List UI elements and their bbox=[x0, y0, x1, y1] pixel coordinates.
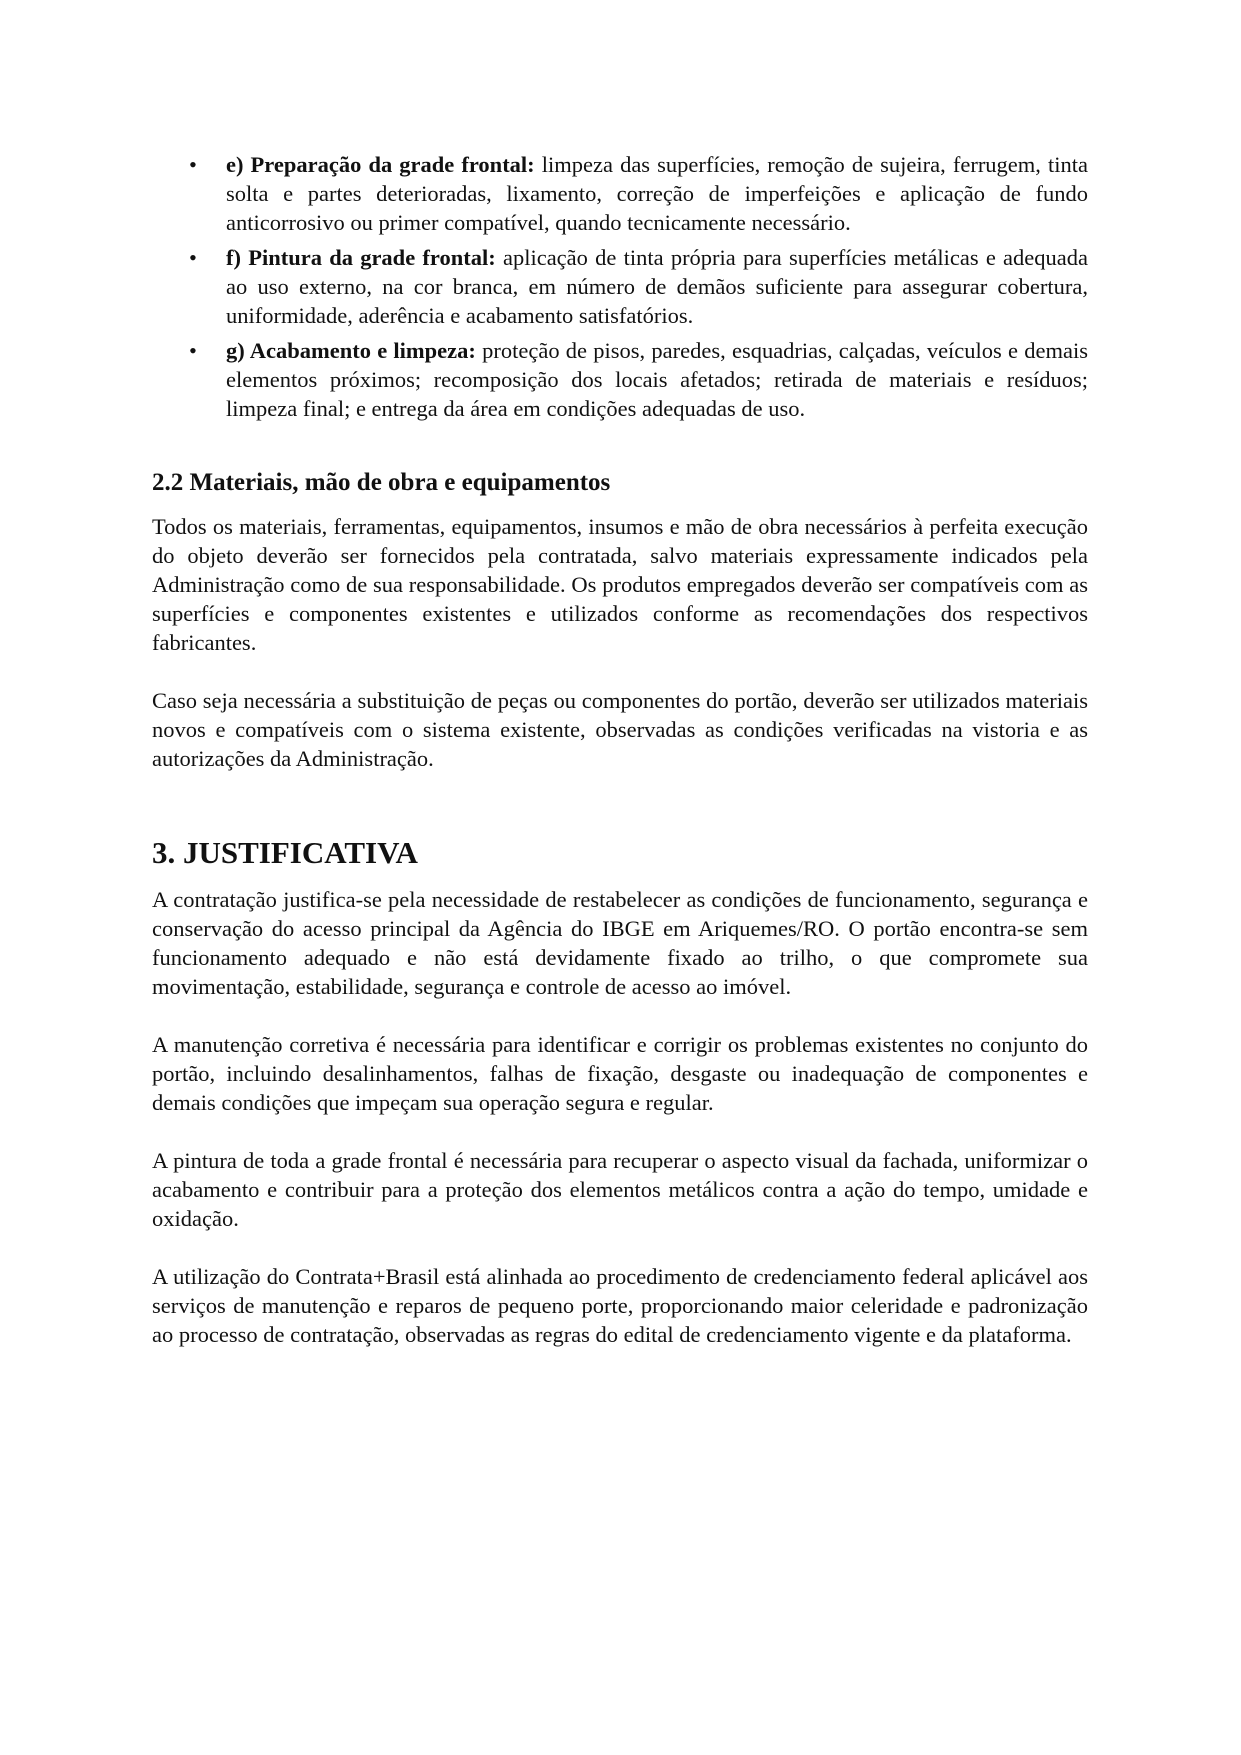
section-3-heading: 3. JUSTIFICATIVA bbox=[152, 835, 418, 870]
bullet-list bbox=[152, 150, 1088, 423]
document-page bbox=[152, 150, 1088, 1349]
section-3-paragraph-4: A utilização do Contrata+Brasil está alinhada ao procedimento de credenciamento federal aplicável aos serviços de manutenção e reparos de pequeno porte, proporcionando maior celeridade e padronização ao processo de contratação, observadas as regras do edital de credenciamento vigente e da plataforma. bbox=[152, 1264, 1088, 1347]
bullet-text: proteção de pisos, paredes, esquadrias, calçadas, veículos e demais elementos próximos; recomposição dos locais afetados; retirada de materiais e resíduos; limpeza final; e entrega da área em condições adequadas de uso. bbox=[226, 338, 1088, 421]
bullet-text: limpeza das superfícies, remoção de sujeira, ferrugem, tinta solta e partes deterioradas, lixamento, correção de imperfeições e aplicação de fundo anticorrosivo ou primer compatível, quando tecnicamente necessário. bbox=[226, 152, 1088, 235]
section-2-2-heading: 2.2 Materiais, mão de obra e equipamentos bbox=[152, 469, 611, 496]
section-3-paragraph-2: A manutenção corretiva é necessária para identificar e corrigir os problemas existentes no conjunto do portão, incluindo desalinhamentos, falhas de fixação, desgaste ou inadequação de componentes e demais condições que impeçam sua operação segura e regular. bbox=[152, 1032, 1088, 1115]
bullet-label: e) Preparação da grade frontal: bbox=[226, 152, 535, 177]
bullet-item-g bbox=[152, 336, 1088, 423]
bullet-item-f bbox=[152, 243, 1088, 330]
bullet-text: aplicação de tinta própria para superfícies metálicas e adequada ao uso externo, na cor branca, em número de demãos suficiente para assegurar cobertura, uniformidade, aderência e acabamento satisfatórios. bbox=[226, 245, 1089, 328]
section-2-2-paragraph-1: Todos os materiais, ferramentas, equipamentos, insumos e mão de obra necessários à perfeita execução do objeto deverão ser fornecidos pela contratada, salvo materiais expressamente indicados pela Administração como de sua responsabilidade. Os produtos empregados deverão ser compatíveis com as superfícies e componentes existentes e utilizados conforme as recomendações dos respectivos fabricantes. bbox=[152, 514, 1088, 655]
bullet-item-e bbox=[152, 150, 1088, 237]
bullet-marker: • bbox=[189, 338, 197, 363]
bullet-label: f) Pintura da grade frontal: bbox=[226, 245, 496, 270]
bullet-marker: • bbox=[189, 152, 197, 177]
section-3-paragraph-1: A contratação justifica-se pela necessidade de restabelecer as condições de funcionamento, segurança e conservação do acesso principal da Agência do IBGE em Ariquemes/RO. O portão encontra-se sem funcionamento adequado e não está devidamente fixado ao trilho, o que compromete sua movimentação, estabilidade, segurança e controle de acesso ao imóvel. bbox=[152, 887, 1088, 999]
section-3-paragraph-3: A pintura de toda a grade frontal é necessária para recuperar o aspecto visual da fachada, uniformizar o acabamento e contribuir para a proteção dos elementos metálicos contra a ação do tempo, umidade e oxidação. bbox=[152, 1148, 1088, 1231]
bullet-marker: • bbox=[189, 245, 197, 270]
bullet-label: g) Acabamento e limpeza: bbox=[226, 338, 476, 363]
section-2-2-paragraph-2: Caso seja necessária a substituição de peças ou componentes do portão, deverão ser utilizados materiais novos e compatíveis com o sistema existente, observadas as condições verificadas na vistoria e as autorizações da Administração. bbox=[152, 688, 1088, 771]
